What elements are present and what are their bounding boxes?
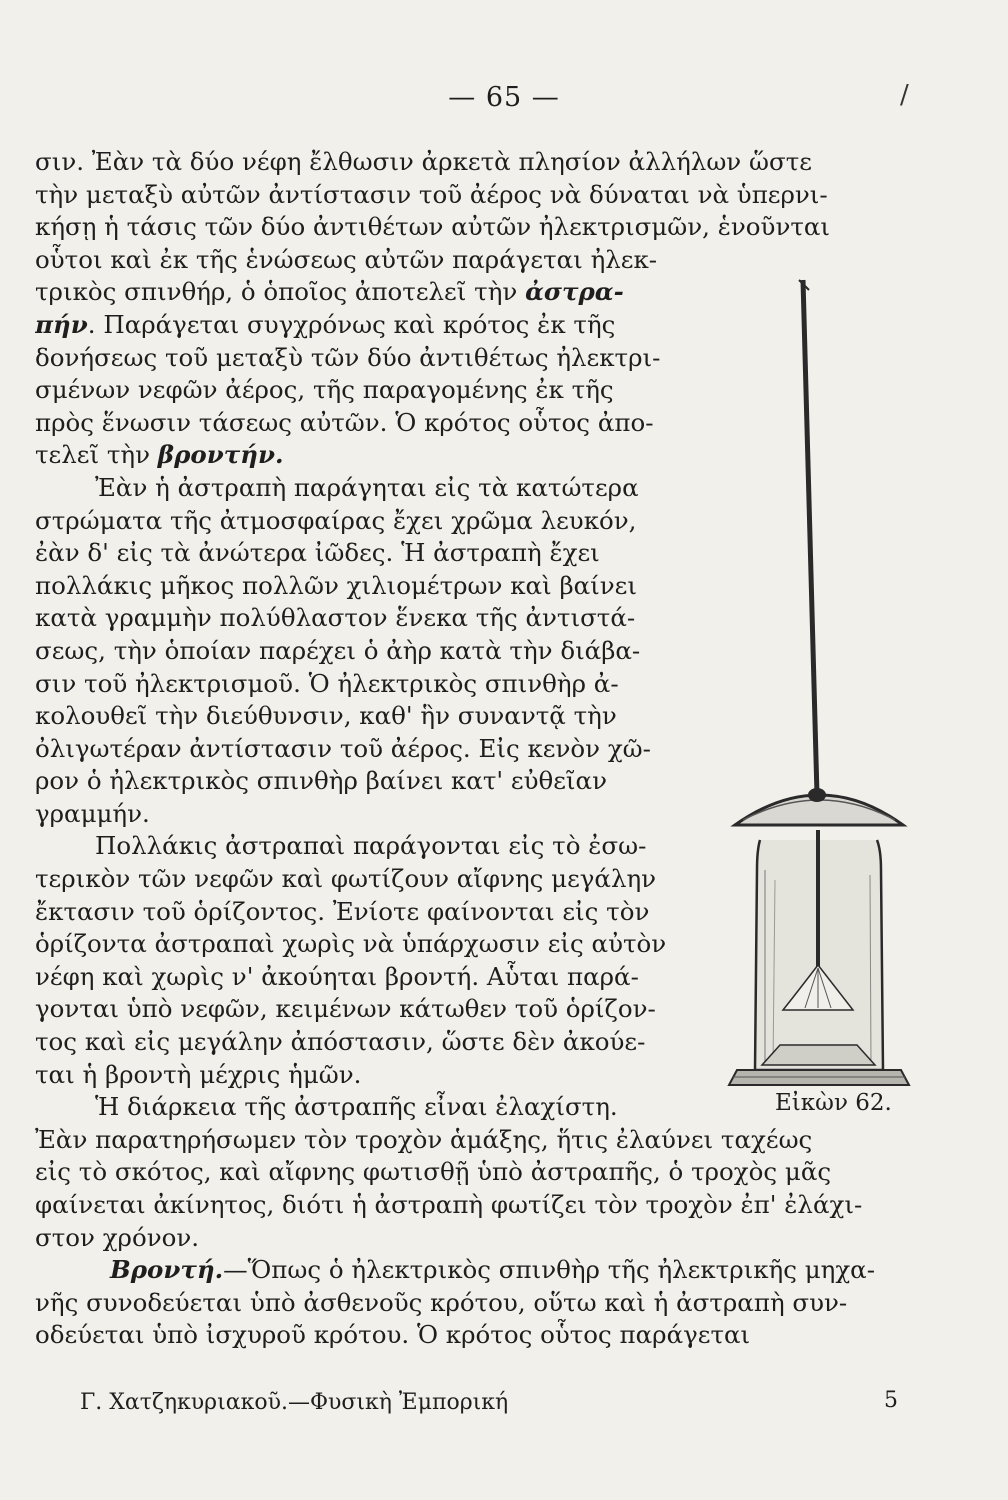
text-line: ρον ὁ ἠλεκτρικὸς σπινθὴρ βαίνει κατ' εὐθεῖαν: [35, 766, 607, 796]
footer-citation: Γ. Χατζηκυριακοῦ.—Φυσικὴ Ἐμπορική: [80, 1390, 509, 1415]
text-line: νέφη καὶ χωρὶς ν' ἀκούηται βροντή. Αὗται παρά-: [35, 961, 639, 991]
text-line: Πολλάκις ἀστραπαὶ παράγονται εἰς τὸ ἐσω-: [95, 831, 647, 861]
text-line: ἔκτασιν τοῦ ὁρίζοντος. Ἐνίοτε φαίνονται εἰς τὸν: [35, 896, 650, 926]
text-line: πρὸς ἕνωσιν τάσεως αὐτῶν. Ὁ κρότος οὗτος ἀπο-: [35, 407, 654, 437]
text-line: σιν. Ἐὰν τὰ δύο νέφη ἔλθωσιν ἀρκετὰ πλησίον ἀλλήλων ὥστε: [35, 147, 812, 176]
page-number: — 65 —: [448, 82, 560, 113]
text-line: κολουθεῖ τὴν διεύθυνσιν, καθ' ἣν συναντᾷ τὴν: [35, 701, 617, 731]
emphasis-astrapi: ἀστρα-: [525, 277, 624, 307]
text-line: [35, 1254, 915, 1287]
text-line: ὁρίζοντα ἀστραπαὶ χωρὶς νὰ ὑπάρχωσιν εἰς αὐτὸν: [35, 929, 667, 959]
text-line: Ἡ διάρκεια τῆς ἀστραπῆς εἶναι ἐλαχίστη.: [95, 1092, 618, 1122]
text-segment: . Παράγεται συγχρόνως καὶ κρότος ἐκ τῆς: [87, 309, 616, 339]
emphasis-vronti: βροντήν.: [157, 440, 284, 470]
text-line: στον χρόνον.: [35, 1222, 200, 1252]
text-segment: —Ὅπως ὁ ἠλεκτρικὸς σπινθὴρ τῆς ἠλεκτρικῆς μηχα-: [223, 1255, 875, 1285]
text-line: κατὰ γραμμὴν πολύθλαστον ἕνεκα τῆς ἀντιστά-: [35, 603, 636, 633]
text-line: δονήσεως τοῦ μεταξὺ τῶν δύο ἀντιθέτως ἠλεκτρι-: [35, 342, 661, 372]
text-line: ται ἡ βροντὴ μέχρις ἡμῶν.: [35, 1059, 362, 1089]
text-line: στρώματα τῆς ἀτμοσφαίρας ἔχει χρῶμα λευκόν,: [35, 505, 637, 535]
bell-jar-illustration: [725, 250, 915, 1110]
text-line: γραμμήν.: [35, 798, 150, 828]
text-line: σμένων νεφῶν ἀέρος, τῆς παραγομένης ἐκ τῆς: [35, 375, 614, 405]
text-segment: τρικὸς σπινθήρ, ὁ ὁποῖος ἀποτελεῖ τὴν: [35, 277, 518, 307]
text-line: τερικὸν τῶν νεφῶν καὶ φωτίζουν αἴφνης μεγάλην: [35, 864, 657, 894]
text-line: πολλάκις μῆκος πολλῶν χιλιομέτρων καὶ βαίνει: [35, 570, 637, 600]
text-line: ὀλιγωτέραν ἀντίστασιν τοῦ ἀέρος. Εἰς κενὸν χῶ-: [35, 733, 651, 763]
text-line: τὴν μεταξὺ αὐτῶν ἀντίστασιν τοῦ ἀέρος νὰ δύναται νὰ ὑπερνι-: [35, 179, 828, 209]
text-line: φαίνεται ἀκίνητος, διότι ἡ ἀστραπὴ φωτίζει τὸν τροχὸν ἐπ' ἐλάχι-: [35, 1190, 863, 1219]
emphasis-astrapi: πήν: [35, 309, 88, 339]
text-line: κήσῃ ἡ τάσις τῶν δύο ἀντιθέτων αὐτῶν ἠλεκτρισμῶν, ἑνοῦνται: [35, 212, 831, 242]
text-line: οδεύεται ὑπὸ ἰσχυροῦ κρότου. Ὁ κρότος οὗτος παράγεται: [35, 1320, 751, 1350]
text-line: σιν τοῦ ἠλεκτρισμοῦ. Ὁ ἠλεκτρικὸς σπινθὴρ ἀ-: [35, 668, 619, 698]
text-segment: τελεῖ τὴν: [35, 440, 150, 470]
text-line: σεως, τὴν ὁποίαν παρέχει ὁ ἀὴρ κατὰ τὴν διάβα-: [35, 635, 641, 665]
text-line: γονται ὑπὸ νεφῶν, κειμένων κάτωθεν τοῦ ὁρίζον-: [35, 994, 656, 1024]
section-heading-vronti: Βροντή.: [110, 1255, 224, 1285]
figure-caption: Εἰκὼν 62.: [775, 1090, 892, 1116]
text-line: τος καὶ εἰς μεγάλην ἀπόστασιν, ὥστε δὲν ἀκούε-: [35, 1027, 646, 1057]
corner-mark: /: [900, 80, 909, 110]
signature-number: 5: [884, 1388, 898, 1413]
text-line: εἰς τὸ σκότος, καὶ αἴφνης φωτισθῇ ὑπὸ ἀστραπῆς, ὁ τροχὸς μᾶς: [35, 1157, 832, 1187]
text-line: οὗτοι καὶ ἐκ τῆς ἑνώσεως αὐτῶν παράγεται ἠλεκ-: [35, 244, 658, 274]
text-line: Ἐὰν ἡ ἀστραπὴ παράγηται εἰς τὰ κατώτερα: [95, 472, 639, 502]
text-line: νῆς συνοδεύεται ὑπὸ ἀσθενοῦς κρότου, οὕτω καὶ ἡ ἀστραπὴ συν-: [35, 1287, 848, 1317]
text-line: Ἐὰν παρατηρήσωμεν τὸν τροχὸν ἁμάξης, ἥτις ἐλαύνει ταχέως: [35, 1124, 813, 1154]
text-line: ἐὰν δ' εἰς τὰ ἀνώτερα ἰῶδες. Ἡ ἀστραπὴ ἔχει: [35, 538, 600, 568]
